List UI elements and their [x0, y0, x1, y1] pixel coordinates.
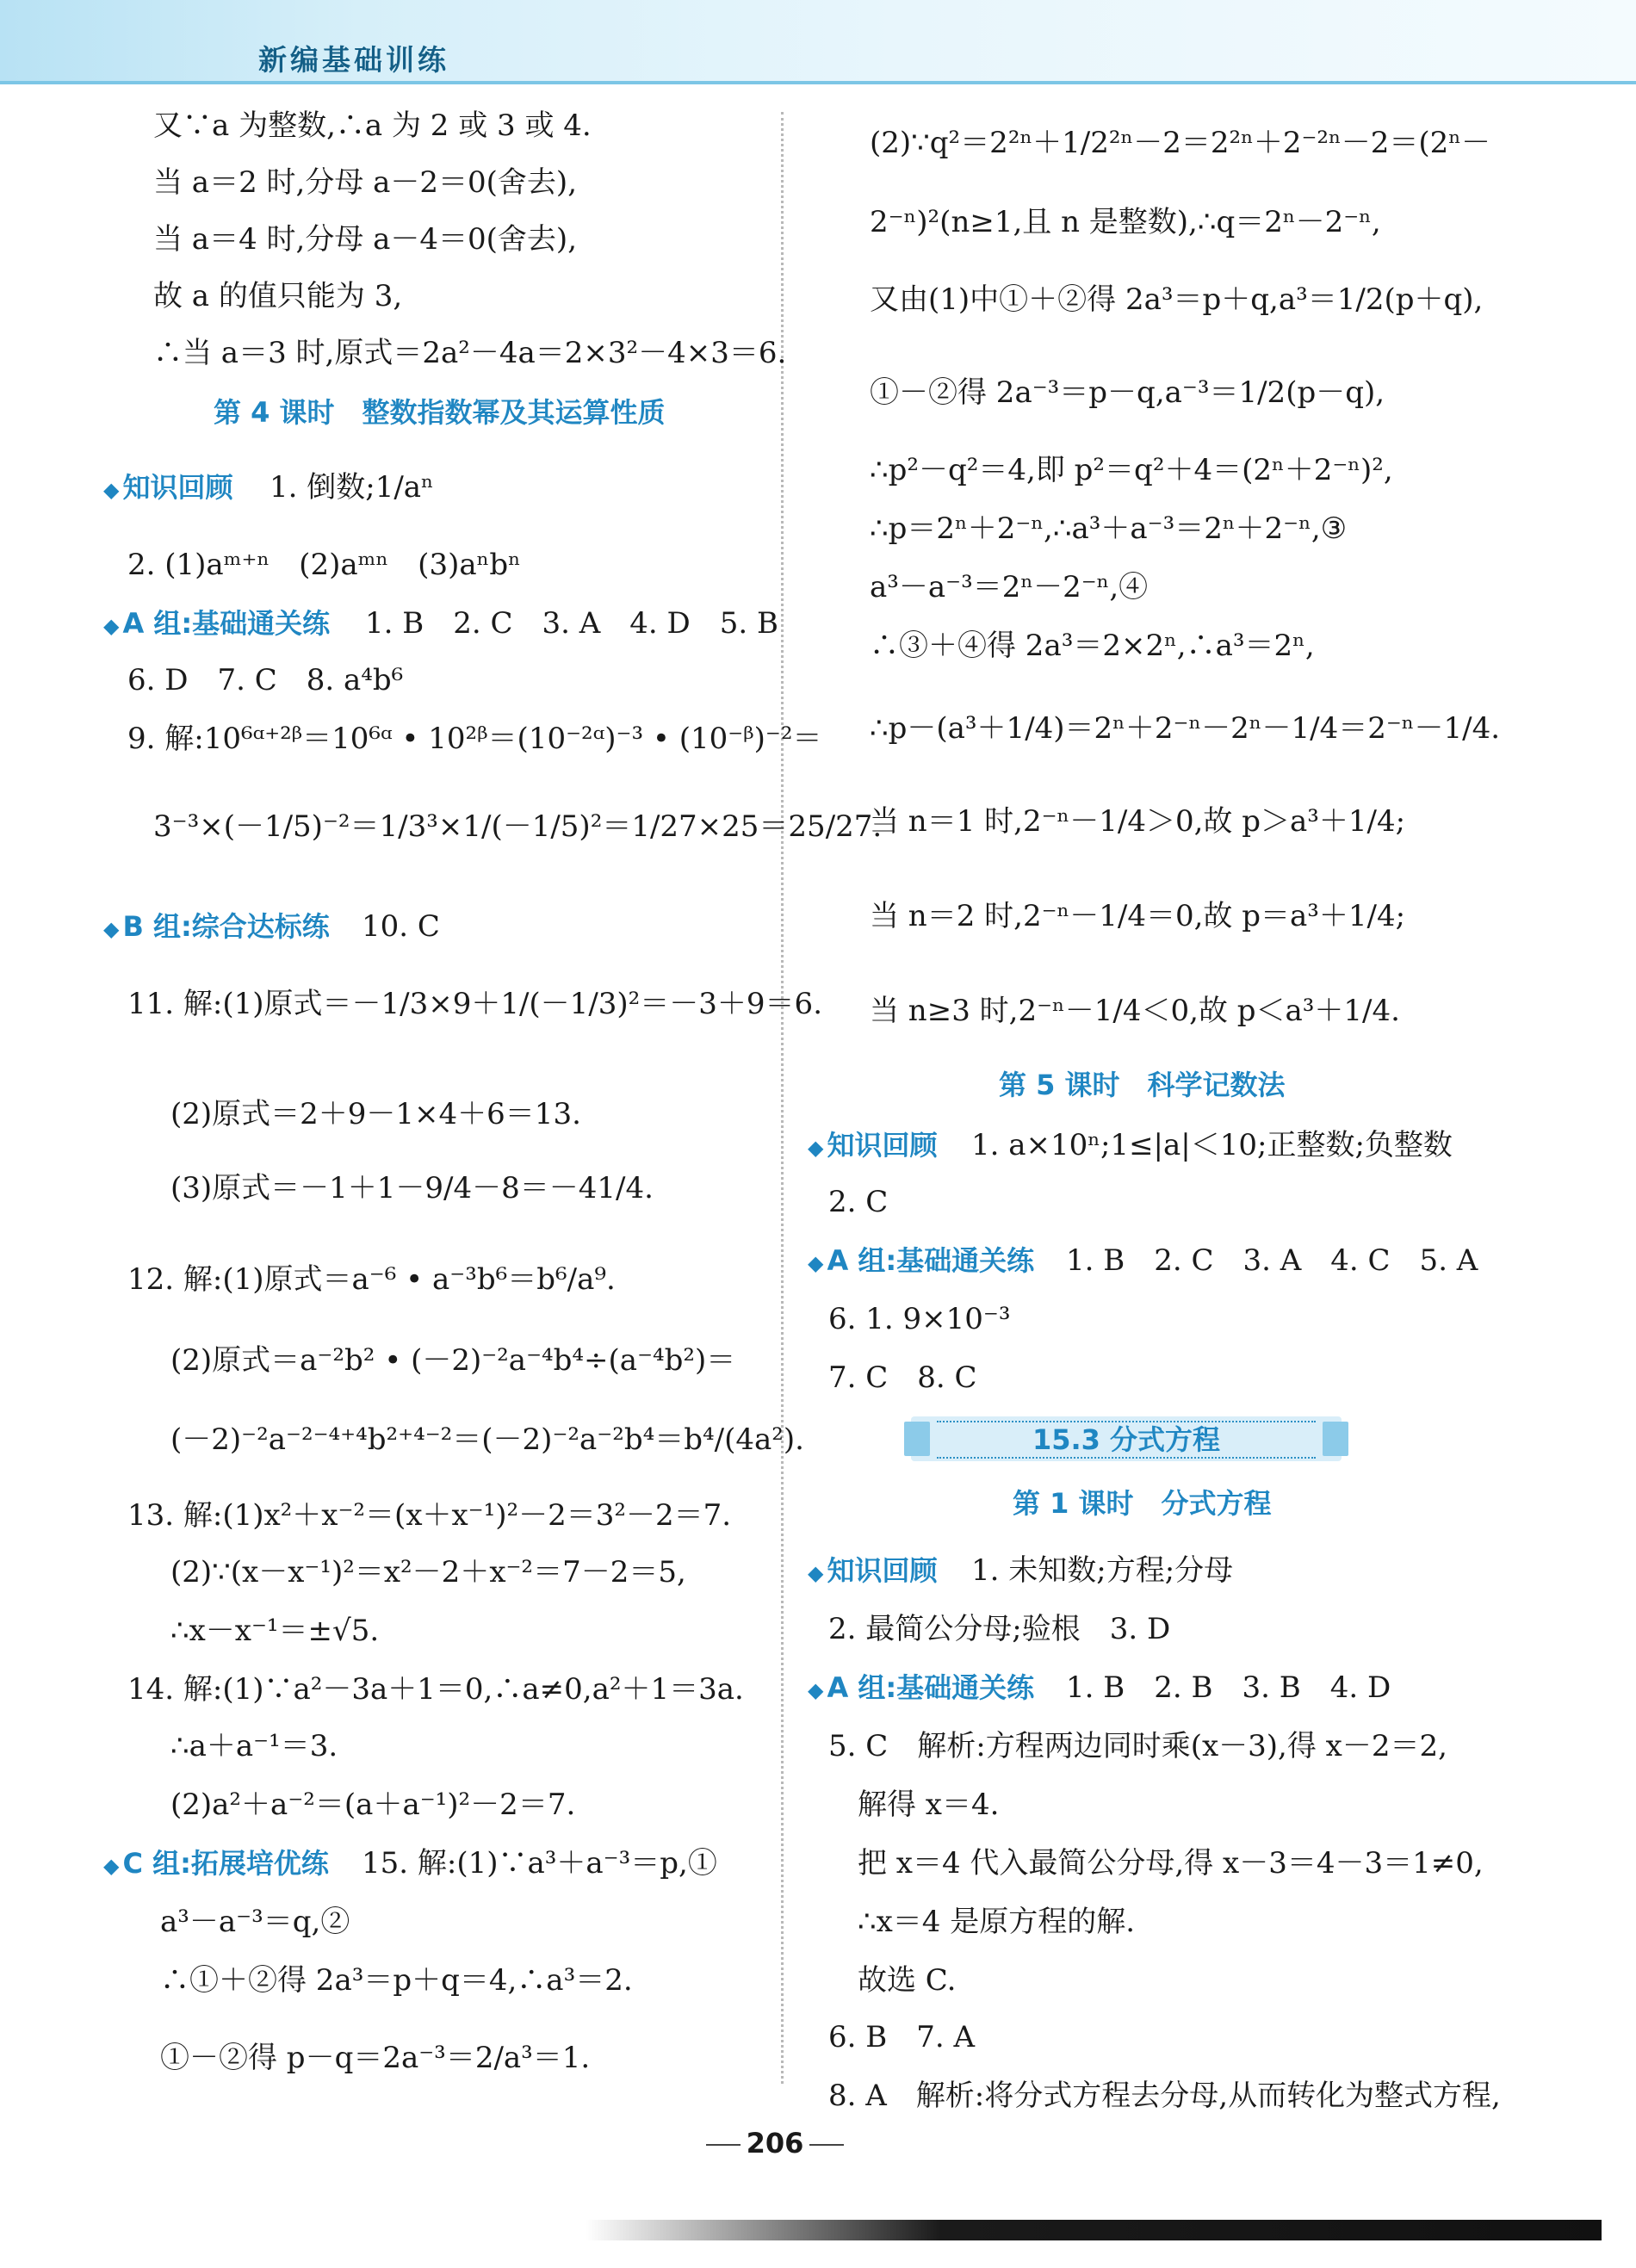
section-label-text: 知识回顾 [122, 471, 233, 504]
section-label-review [103, 470, 232, 507]
solution-line: ∴a＋a⁻¹＝3. [170, 1729, 338, 1763]
answer-line: 2. 最简公分母;验根 3. D [828, 1612, 1171, 1646]
solution-line: 又∵a 为整数,∴a 为 2 或 3 或 4. [153, 108, 592, 143]
solution-line: a³－a⁻³＝q,② [160, 1905, 350, 1939]
answer-line: 2. (1)aᵐ⁺ⁿ (2)aᵐⁿ (3)aⁿbⁿ [127, 548, 521, 582]
solution-line: (2)原式＝2＋9－1×4＋6＝13. [170, 1097, 581, 1131]
solution-line: 5. C 解析:方程两边同时乘(x－3),得 x－2＝2, [828, 1729, 1447, 1763]
solution-line: (2)∵(x－x⁻¹)²＝x²－2＋x⁻²＝7－2＝5, [170, 1555, 686, 1589]
section-label-group-c [103, 1846, 329, 1883]
solution-line: ①－②得 2a⁻³＝p－q,a⁻³＝1/2(p－q), [870, 375, 1385, 410]
solution-line: (2)原式＝a⁻²b² • (－2)⁻²a⁻⁴b⁴÷(a⁻⁴b²)＝ [170, 1343, 736, 1378]
solution-line: 9. 解:10⁶ᵅ⁺²ᵝ＝10⁶ᵅ • 10²ᵝ＝(10⁻²ᵅ)⁻³ • (10⁻ᵝ)⁻²＝ [127, 722, 822, 756]
page-number-rule [809, 2144, 844, 2146]
answer-line: 1. B 2. C 3. A 4. D 5. B [365, 606, 779, 641]
solution-line: 当 n＝2 时,2⁻ⁿ－1/4＝0,故 p＝a³＋1/4; [870, 899, 1406, 933]
section-label-text: 知识回顾 [827, 1129, 938, 1162]
solution-line: 故 a 的值只能为 3, [153, 279, 403, 313]
diamond-icon: ◆ [103, 478, 120, 502]
lesson-title: 第 5 课时 科学记数法 [999, 1069, 1286, 1101]
diamond-icon: ◆ [103, 1854, 120, 1878]
answer-line: 6. B 7. A [828, 2020, 976, 2054]
solution-line: 3⁻³×(－1/5)⁻²＝1/3³×1/(－1/5)²＝1/27×25＝25/27. [153, 809, 883, 844]
solution-line: 把 x＝4 代入最简公分母,得 x－3＝4－3＝1≠0, [858, 1846, 1484, 1881]
solution-line: (2)a²＋a⁻²＝(a＋a⁻¹)²－2＝7. [170, 1788, 576, 1822]
section-label-text: 知识回顾 [827, 1554, 938, 1587]
section-banner-title: 15.3 分式方程 [937, 1421, 1316, 1459]
solution-line: 当 a＝2 时,分母 a－2＝0(舍去), [153, 165, 578, 200]
solution-line: 14. 解:(1)∵a²－3a＋1＝0,∴a≠0,a²＋1＝3a. [127, 1672, 744, 1707]
diamond-icon: ◆ [808, 1561, 824, 1585]
solution-line: 15. 解:(1)∵a³＋a⁻³＝p,① [362, 1846, 717, 1881]
diamond-icon: ◆ [808, 1136, 824, 1160]
answer-line: 2. C [828, 1185, 889, 1219]
solution-line: 故选 C. [858, 1963, 957, 1998]
section-label-group-a [808, 1243, 1034, 1280]
section-label-group-a [103, 606, 330, 643]
solution-line: a³－a⁻³＝2ⁿ－2⁻ⁿ,④ [870, 570, 1149, 604]
solution-line: 当 a＝4 时,分母 a－4＝0(舍去), [153, 222, 578, 257]
section-label-text: A 组:基础通关练 [827, 1244, 1035, 1277]
answer-line: 1. 未知数;方程;分母 [971, 1553, 1234, 1588]
solution-line: 当 n＝1 时,2⁻ⁿ－1/4＞0,故 p＞a³＋1/4; [870, 804, 1406, 839]
solution-line: 13. 解:(1)x²＋x⁻²＝(x＋x⁻¹)²－2＝3²－2＝7. [127, 1498, 732, 1533]
diamond-icon: ◆ [808, 1251, 824, 1275]
solution-line: ∴p＝2ⁿ＋2⁻ⁿ,∴a³＋a⁻³＝2ⁿ＋2⁻ⁿ,③ [870, 511, 1348, 546]
lesson-title: 第 4 课时 整数指数幂及其运算性质 [214, 396, 666, 429]
solution-line: ∴p－(a³＋1/4)＝2ⁿ＋2⁻ⁿ－2ⁿ－1/4＝2⁻ⁿ－1/4. [870, 711, 1501, 746]
solution-line: ①－②得 p－q＝2a⁻³＝2/a³＝1. [160, 2041, 591, 2075]
answer-line: 1. a×10ⁿ;1≤|a|＜10;正整数;负整数 [971, 1128, 1453, 1162]
solution-line: ∴x＝4 是原方程的解. [858, 1905, 1136, 1939]
section-label-text: B 组:综合达标练 [122, 910, 330, 943]
lesson-title: 第 1 课时 分式方程 [1013, 1487, 1272, 1520]
solution-line: (－2)⁻²a⁻²⁻⁴⁺⁴b²⁺⁴⁻²＝(－2)⁻²a⁻²b⁴＝b⁴/(4a²). [170, 1422, 804, 1457]
answer-line: 1. B 2. B 3. B 4. D [1066, 1670, 1391, 1705]
solution-line: 解得 x＝4. [858, 1788, 1000, 1822]
solution-line: 2⁻ⁿ)²(n≥1,且 n 是整数),∴q＝2ⁿ－2⁻ⁿ, [870, 205, 1381, 239]
solution-line: 12. 解:(1)原式＝a⁻⁶ • a⁻³b⁶＝b⁶/a⁹. [127, 1262, 616, 1297]
solution-line: 8. A 解析:将分式方程去分母,从而转化为整式方程, [828, 2079, 1501, 2113]
solution-line: 又由(1)中①＋②得 2a³＝p＋q,a³＝1/2(p＋q), [870, 282, 1484, 317]
diamond-icon: ◆ [103, 917, 120, 941]
solution-line: ∴x－x⁻¹＝±√5. [170, 1614, 380, 1648]
section-label-group-b [103, 909, 330, 946]
page-number: 206 [746, 2127, 804, 2160]
answer-line: 10. C [362, 909, 440, 944]
answer-line: 1. 倒数;1/aⁿ [270, 470, 434, 505]
section-label-group-a [808, 1670, 1034, 1707]
series-title: 新编基础训练 [258, 43, 449, 77]
solution-line: ∴①＋②得 2a³＝p＋q＝4,∴a³＝2. [160, 1963, 633, 1998]
solution-line: 当 n≥3 时,2⁻ⁿ－1/4＜0,故 p＜a³＋1/4. [870, 994, 1400, 1028]
section-label-text: C 组:拓展培优练 [122, 1847, 329, 1880]
section-label-review [808, 1553, 937, 1590]
section-label-review [808, 1128, 937, 1165]
column-divider [781, 112, 784, 2084]
answer-line: 1. B 2. C 3. A 4. C 5. A [1066, 1243, 1478, 1278]
solution-line: (3)原式＝－1＋1－9/4－8＝－41/4. [170, 1171, 654, 1205]
answer-line: 6. D 7. C 8. a⁴b⁶ [127, 663, 404, 697]
solution-line: ∴③＋④得 2a³＝2×2ⁿ,∴a³＝2ⁿ, [870, 629, 1315, 663]
section-label-text: A 组:基础通关练 [122, 607, 331, 640]
bottom-edge-bar [586, 2220, 1602, 2240]
header-band [0, 0, 1636, 84]
solution-line: (2)∵q²＝2²ⁿ＋1/2²ⁿ－2＝2²ⁿ＋2⁻²ⁿ－2＝(2ⁿ－ [870, 126, 1490, 160]
diamond-icon: ◆ [808, 1678, 824, 1702]
section-label-text: A 组:基础通关练 [827, 1671, 1035, 1704]
solution-line: 11. 解:(1)原式＝－1/3×9＋1/(－1/3)²＝－3＋9＝6. [127, 987, 823, 1021]
solution-line: ∴p²－q²＝4,即 p²＝q²＋4＝(2ⁿ＋2⁻ⁿ)², [870, 453, 1393, 487]
solution-line: ∴当 a＝3 时,原式＝2a²－4a＝2×3²－4×3＝6. [153, 336, 787, 370]
answer-line: 7. C 8. C [828, 1360, 977, 1395]
section-banner [911, 1416, 1342, 1461]
diamond-icon: ◆ [103, 614, 120, 638]
answer-line: 6. 1. 9×10⁻³ [828, 1302, 1011, 1336]
